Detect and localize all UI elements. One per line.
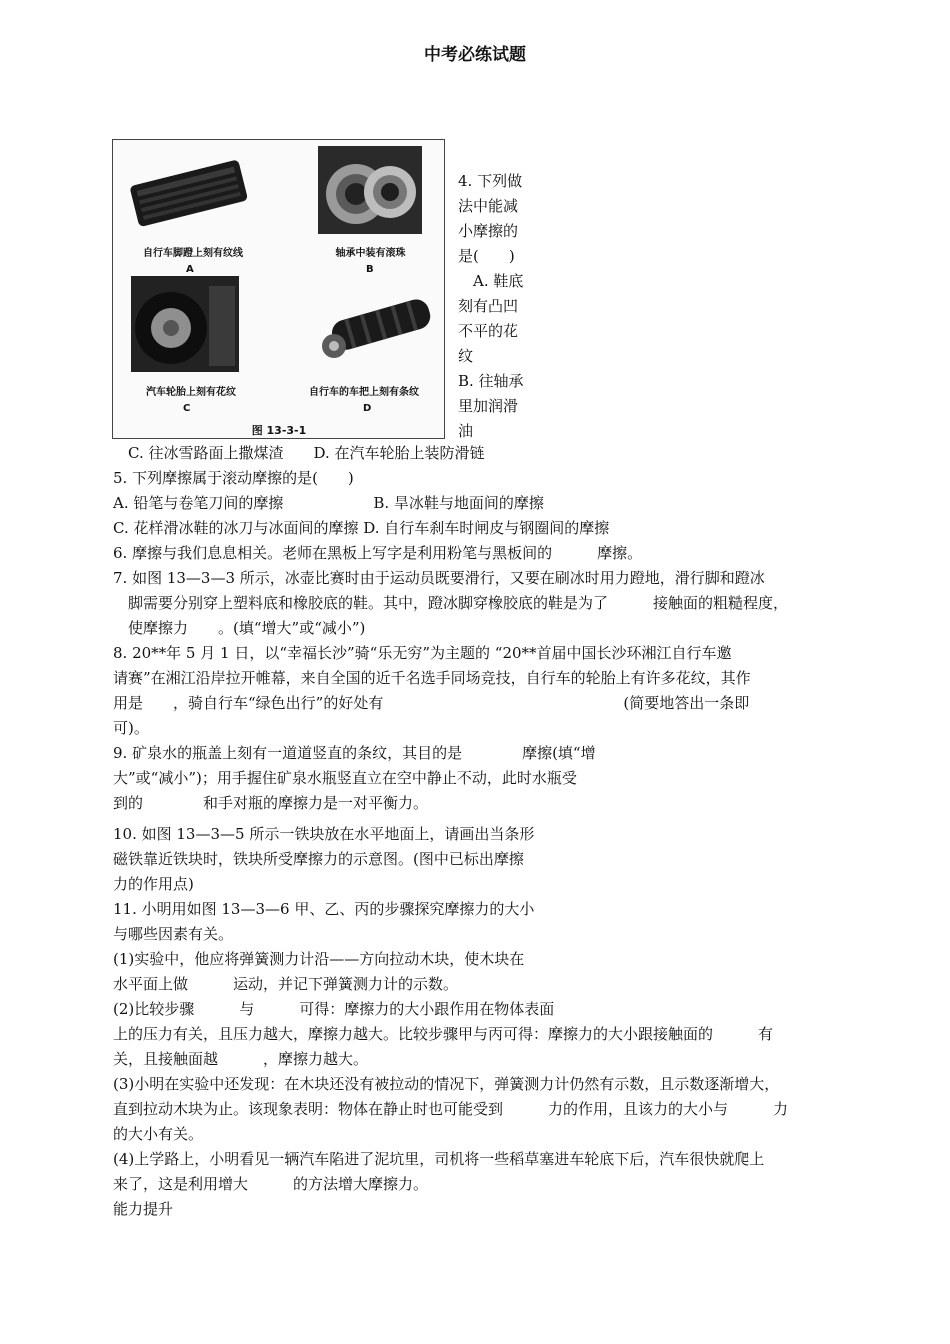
q4-line: 刻有凸凹 xyxy=(458,297,519,315)
text-line: 的大小有关。 xyxy=(113,1125,204,1143)
section-heading: 能力提升 xyxy=(113,1200,174,1218)
text-line: 到的 和手对瓶的摩擦力是一对平衡力。 xyxy=(113,794,429,812)
text-line: (4)上学路上，小明看见一辆汽车陷进了泥坑里，司机将一些稻草塞进车轮底下后，汽车很快就爬上 xyxy=(113,1150,765,1168)
text-line: 5. 下列摩擦属于滚动摩擦的是( ) xyxy=(113,469,354,487)
figure-label-b: 轴承中装有滚珠 xyxy=(335,248,406,259)
text-line: 11. 小明用如图 13—3—6 甲、乙、丙的步骤探究摩擦力的大小 xyxy=(113,900,535,918)
text-line: 用是 ，骑自行车“绿色出行”的好处有 (简要地答出一条即 xyxy=(113,694,750,712)
tire-image xyxy=(131,276,239,372)
q4-line: 小摩擦的 xyxy=(458,222,519,240)
q4-line: 纹 xyxy=(458,347,474,365)
text-line: 大”或“减小”)；用手握住矿泉水瓶竖直立在空中静止不动，此时水瓶受 xyxy=(113,769,577,787)
text-line: 请赛”在湘江沿岸拉开帷幕，来自全国的近千名选手同场竞技，自行车的轮胎上有许多花纹，其作 xyxy=(113,669,751,687)
figure-label-d: 自行车的车把上刻有条纹 xyxy=(309,387,419,398)
q4-line: 是( ) xyxy=(458,247,515,265)
pedal-image xyxy=(125,154,255,234)
text-line: A. 铅笔与卷笔刀间的摩擦 B. 旱冰鞋与地面间的摩擦 xyxy=(113,494,544,512)
text-line: (2)比较步骤 与 可得：摩擦力的大小跟作用在物体表面 xyxy=(113,1000,555,1018)
q4-line: 油 xyxy=(458,422,474,440)
text-line: 来了，这是利用增大 的方法增大摩擦力。 xyxy=(113,1175,429,1193)
text-line: 水平面上做 运动，并记下弹簧测力计的示数。 xyxy=(113,975,459,993)
figure-letter-a: A xyxy=(186,264,194,275)
text-line: 关，且接触面越 ，摩擦力越大。 xyxy=(113,1050,369,1068)
text-line: 6. 摩擦与我们息息相关。老师在黑板上写字是利用粉笔与黑板间的 摩擦。 xyxy=(113,544,643,562)
figure-label-c: 汽车轮胎上刻有花纹 xyxy=(146,387,236,398)
figure-letter-c: C xyxy=(183,403,191,414)
question-4-text xyxy=(458,169,524,444)
text-line: (1)实验中，他应将弹簧测力计沿——方向拉动木块，使木块在 xyxy=(113,950,525,968)
figure-letter-d: D xyxy=(363,403,372,414)
q4-line: 不平的花 xyxy=(458,322,519,340)
text-line: 8. 20**年 5 月 1 日，以“幸福长沙”骑“乐无穷”为主题的 “20**首届中国长沙环湘江自行车邀 xyxy=(113,644,732,662)
text-line: 可)。 xyxy=(113,719,149,737)
page-title: 中考必练试题 xyxy=(424,45,526,65)
q4-line: A. 鞋底 xyxy=(458,272,524,290)
text-line: 10. 如图 13—3—5 所示一铁块放在水平地面上，请画出当条形 xyxy=(113,825,535,843)
figure-letter-b: B xyxy=(366,264,374,275)
text-line: 上的压力有关，且压力越大，摩擦力越大。比较步骤甲与丙可得：摩擦力的大小跟接触面的 有 xyxy=(113,1025,774,1043)
text-line: 力的作用点) xyxy=(113,875,194,893)
text-line: 9. 矿泉水的瓶盖上刻有一道道竖直的条纹，其目的是 摩擦(填“增 xyxy=(113,744,596,762)
handlebar-image xyxy=(308,288,438,370)
text-line: 磁铁靠近铁块时，铁块所受摩擦力的示意图。(图中已标出摩擦 xyxy=(113,850,524,868)
q4-line: 法中能减 xyxy=(458,197,519,215)
bearing-image xyxy=(318,146,422,234)
text-line: 直到拉动木块为止。该现象表明：物体在静止时也可能受到 力的作用，且该力的大小与 力 xyxy=(113,1100,789,1118)
figure-caption: 图 13-3-1 xyxy=(251,424,307,437)
figure-label-a: 自行车脚蹬上刻有纹线 xyxy=(143,248,243,259)
q4-options-cd: C. 往冰雪路面上撒煤渣 D. 在汽车轮胎上装防滑链 xyxy=(113,444,485,462)
text-line: C. 花样滑冰鞋的冰刀与冰面间的摩擦 D. 自行车刹车时闸皮与钢圈间的摩擦 xyxy=(113,519,610,537)
q4-line: 4. 下列做 xyxy=(458,172,523,190)
figure-13-3-1 xyxy=(112,139,445,439)
text-line: 7. 如图 13—3—3 所示，冰壶比赛时由于运动员既要滑行，又要在刷冰时用力蹬地，滑行脚和蹬冰 xyxy=(113,569,765,587)
text-line: 与哪些因素有关。 xyxy=(113,925,234,943)
text-line: 使摩擦力 。(填“增大”或“减小”) xyxy=(113,619,366,637)
text-line: (3)小明在实验中还发现：在木块还没有被拉动的情况下，弹簧测力计仍然有示数，且示数逐渐增大， xyxy=(113,1075,780,1093)
q4-line: 里加润滑 xyxy=(458,397,519,415)
q4-line: B. 往轴承 xyxy=(458,372,524,390)
text-line: 脚需要分别穿上塑料底和橡胶底的鞋。其中，蹬冰脚穿橡胶底的鞋是为了 接触面的粗糙程度， xyxy=(113,594,789,612)
